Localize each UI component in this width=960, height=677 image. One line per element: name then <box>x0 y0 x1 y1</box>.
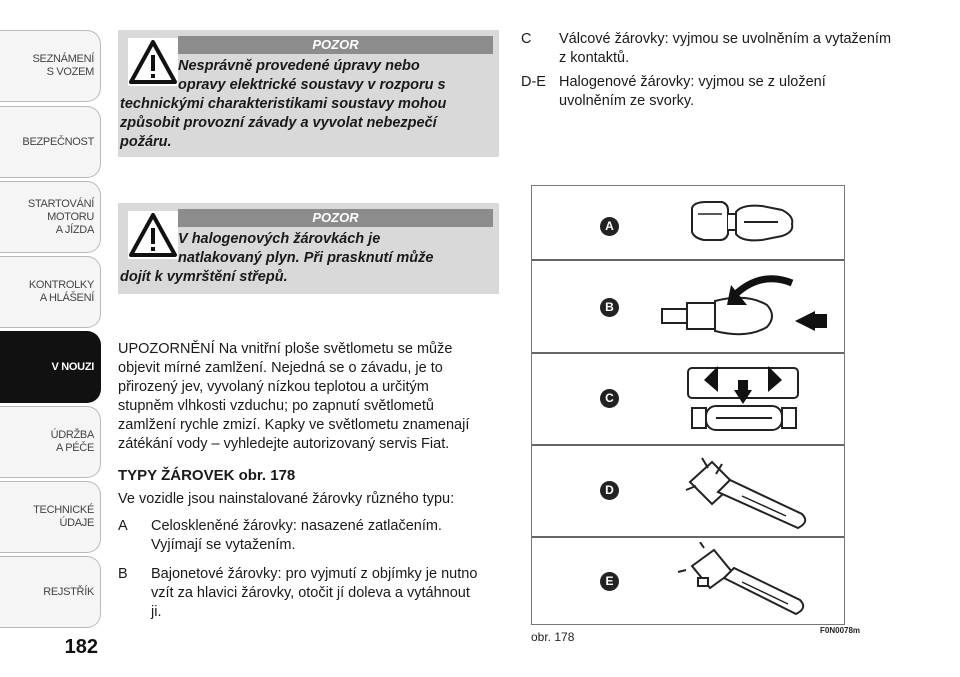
bulb-type-key: A <box>118 518 128 534</box>
note-line: UPOZORNĚNÍ Na vnitřní ploše světlometu se může <box>118 341 453 357</box>
figure-label: C <box>600 389 619 408</box>
warning-line: Nesprávně provedené úpravy nebo <box>178 58 420 74</box>
section-heading: TYPY ŽÁROVEK obr. 178 <box>118 467 296 484</box>
warning-line: požáru. <box>120 134 172 150</box>
bulb-type-key: B <box>118 566 128 582</box>
bulb-type-b <box>118 565 508 625</box>
figure-row-d <box>532 446 844 538</box>
bulb-type-key: C <box>521 31 532 47</box>
figure-label: E <box>600 572 619 591</box>
intro-text: Ve vozidle jsou nainstalované žárovky různého typu: <box>118 491 455 507</box>
bulb-type-desc: vzít za hlavici žárovky, otočit jí doleva a vytáhnout <box>151 585 470 601</box>
warning-line: dojít k vymrštění střepů. <box>120 269 288 285</box>
warning-title: POZOR <box>178 36 493 54</box>
warning-line: V halogenových žárovkách je <box>178 231 381 247</box>
tab-bezpecnost[interactable]: BEZPEČNOST <box>0 106 101 178</box>
note-line: zamlžení rychle zmizí. Kapky ve světlometu znamenají <box>118 417 470 433</box>
warning-box-electrical <box>118 30 499 157</box>
glass-bulb-icon <box>682 194 812 249</box>
warning-triangle-icon <box>128 38 178 86</box>
bulb-type-desc: uvolněním ze svorky. <box>559 93 695 109</box>
bulb-type-key: D-E <box>521 74 546 90</box>
warning-line: opravy elektrické soustavy v rozporu s <box>178 77 446 93</box>
bulb-type-a <box>118 517 508 557</box>
note-line: přirozený jev, vyvolaný nízkou teplotou a určitým <box>118 379 429 395</box>
warning-title: POZOR <box>178 209 493 227</box>
bulb-type-c <box>521 30 921 70</box>
figure-label: B <box>600 298 619 317</box>
figure-label: D <box>600 481 619 500</box>
tab-v-nouzi[interactable]: V NOUZI <box>0 331 101 403</box>
tab-seznameni[interactable]: SEZNÁMENÍ S VOZEM <box>0 30 101 102</box>
warning-line: natlakovaný plyn. Při prasknutí může <box>178 250 434 266</box>
tab-startovani[interactable]: STARTOVÁNÍ MOTORU A JÍZDA <box>0 181 101 253</box>
bulb-type-desc: Vyjímají se vytažením. <box>151 537 296 553</box>
halogen-bulb-h1-icon <box>672 542 822 622</box>
tab-kontrolky[interactable]: KONTROLKY A HLÁŠENÍ <box>0 256 101 328</box>
warning-line: způsobit provozní závady a vyvolat nebezpečí <box>120 115 437 131</box>
figure-row-a <box>532 186 844 261</box>
tab-technicke[interactable]: TECHNICKÉ ÚDAJE <box>0 481 101 553</box>
halogen-bulb-h4-icon <box>672 452 822 534</box>
bulb-type-desc: Válcové žárovky: vyjmou se uvolněním a vytažením <box>559 31 892 47</box>
figure-label: A <box>600 217 619 236</box>
figure-code: F0N0078m <box>820 626 861 635</box>
note-line: stupněm vlhkosti vzduchu; po zapnutí světlometů <box>118 398 434 414</box>
warning-triangle-icon <box>128 211 178 259</box>
bayonet-bulb-icon <box>657 269 832 349</box>
page-number: 182 <box>64 636 98 658</box>
bulb-type-de <box>521 73 921 113</box>
warning-box-halogen <box>118 203 499 294</box>
bulb-type-desc: Halogenové žárovky: vyjmou se z uložení <box>559 74 826 90</box>
figure-caption: obr. 178 <box>531 630 575 644</box>
figure-row-c <box>532 354 844 446</box>
bulb-type-desc: Bajonetové žárovky: pro vyjmutí z objímky je nutno <box>151 566 478 582</box>
bulb-figure <box>531 185 845 625</box>
warning-line: technickými charakteristikami soustavy mohou <box>120 96 447 112</box>
bulb-type-desc: z kontaktů. <box>559 50 630 66</box>
note-line: objevit mírné zamlžení. Nejedná se o závadu, je to <box>118 360 443 376</box>
bulb-type-desc: Celoskleněné žárovky: nasazené zatlačením. <box>151 518 442 534</box>
festoon-bulb-icon <box>682 362 812 442</box>
bulb-type-desc: ji. <box>151 604 162 620</box>
note-line: zátékání vody – vyhledejte autorizovaný servis Fiat. <box>118 436 450 452</box>
tab-udrzba[interactable]: ÚDRŽBA A PÉČE <box>0 406 101 478</box>
figure-row-b <box>532 261 844 354</box>
figure-row-e <box>532 538 844 624</box>
tab-rejstrik[interactable]: REJSTŘÍK <box>0 556 101 628</box>
